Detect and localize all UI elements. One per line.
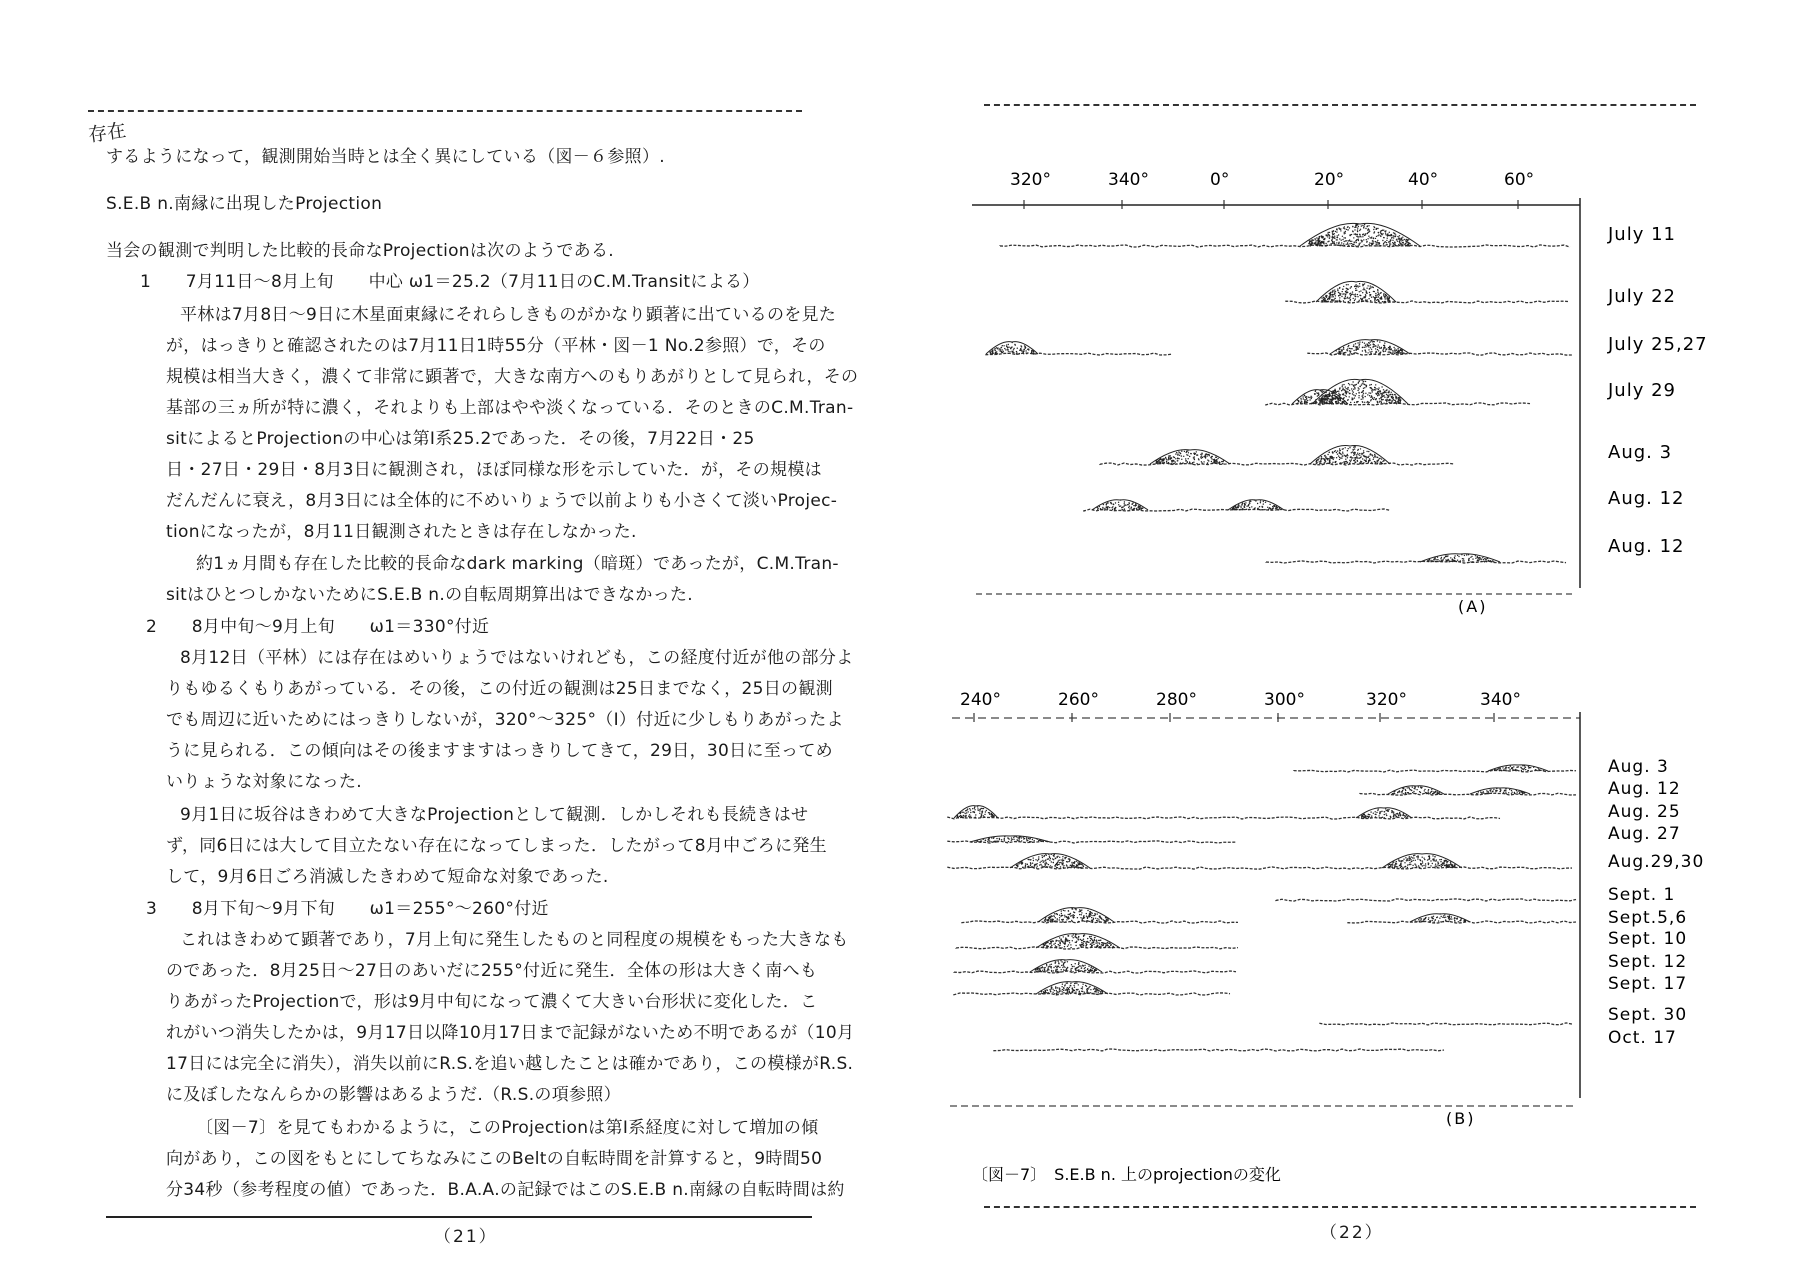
page-number-right: （22）	[1320, 1223, 1384, 1243]
right-page	[900, 0, 1800, 1272]
chart-a-axis-label: 340°	[1108, 170, 1149, 190]
chart-a-row-label: July 29	[1608, 380, 1676, 401]
chart-b-trace	[1320, 1023, 1572, 1025]
chart-b-trace	[954, 960, 1236, 974]
bottom-rule	[106, 1216, 812, 1218]
text-line: 17日には完全に消失），消失以前にR.S.を追い越したことは確かであり，この模様がR.S.	[166, 1054, 854, 1074]
text-line: 当会の観測で判明した比較的長命なProjectionは次のようである.	[106, 241, 614, 261]
chart-b-trace	[954, 982, 1230, 995]
chart-a-trace	[1000, 223, 1570, 247]
chart-b-row-label: Aug. 25	[1608, 802, 1681, 822]
text-line: 9月1日に坂谷はきわめて大きなProjectionとして観測．しかしそれも長続きはせ	[180, 805, 809, 825]
chart-b-row-label: Sept. 30	[1608, 1005, 1688, 1025]
chart-a-trace	[1266, 379, 1530, 405]
chart-a-trace	[1286, 281, 1568, 303]
text-line: 日・27日・29日・8月3日に観測され，ほぼ同様な形を示していた．が，その規模は	[166, 460, 822, 480]
chart-a-trace	[986, 342, 1172, 355]
text-line: に及ぼしたなんらかの影響はあるようだ.（R.S.の項参照）	[166, 1085, 621, 1105]
chart-b-trace	[994, 1049, 1444, 1051]
chart-a-trace	[1100, 445, 1454, 465]
chart-b-trace	[1294, 765, 1576, 772]
text-line: りもゆるくもりあがっている．その後，この付近の観測は25日までなく，25日の観測	[166, 679, 833, 699]
chart-b-row-label: Sept. 1	[1608, 885, 1676, 905]
top-rule	[88, 110, 802, 112]
text-line: して，9月6日ごろ消滅したきわめて短命な対象であった.	[166, 867, 609, 887]
text-line: sitによるとProjectionの中心は第Ⅰ系25.2であった．その後，7月22日・25	[166, 429, 755, 449]
chart-b-row-label: Sept. 17	[1608, 974, 1688, 994]
text-line: 3 8月下旬～9月下旬 ω1＝255°～260°付近	[146, 899, 549, 919]
chart-a-axis-label: 60°	[1504, 170, 1535, 190]
text-line: いりょうな対象になった.	[166, 772, 363, 792]
text-line: tionになったが，8月11日観測されたときは存在しなかった.	[166, 522, 637, 542]
text-line: 1 7月11日～8月上旬 中心 ω1＝25.2（7月11日のC.M.Transitによる）	[140, 272, 760, 292]
chart-a-row-label: July 11	[1608, 224, 1676, 245]
chart-b-axis-label: 340°	[1480, 690, 1521, 710]
chart-a-axis-label: 40°	[1408, 170, 1439, 190]
text-line: 向があり，この図をもとにしてちなみにこのBeltの自転時間を計算すると，9時間50	[166, 1149, 823, 1169]
chart-b-trace	[956, 934, 1238, 949]
chart-b-trace	[1276, 899, 1576, 901]
chart-b-trace	[962, 908, 1238, 923]
text-line: 基部の三ヵ所が特に濃く，それよりも上部はやや淡くなっている．そのときのC.M.Tran-	[166, 398, 854, 418]
chart-a	[972, 170, 1708, 616]
chart-b-trace	[1348, 913, 1576, 923]
chart-b-trace	[948, 836, 1236, 843]
chart-b-row-label: Oct. 17	[1608, 1028, 1677, 1048]
text-line: うに見られる．この傾向はその後ますますはっきりしてきて，29日，30日に至ってめ	[166, 741, 833, 761]
text-line: れがいつ消失したかは，9月17日以降10月17日まで記録がないため不明であるが（10月	[166, 1023, 855, 1043]
text-line: 2 8月中旬～9月上旬 ω1＝330°付近	[146, 617, 490, 637]
page-number-left: （21）	[434, 1227, 498, 1247]
chart-b-axis-label: 320°	[1366, 690, 1407, 710]
chart-a-trace	[1084, 499, 1390, 511]
chart-a-row-label: July 22	[1608, 286, 1676, 307]
text-line: 分34秒（参考程度の値）であった．B.A.A.の記録ではこのS.E.B n.南縁の自転時間は約	[166, 1180, 845, 1200]
chart-b-axis-label: 260°	[1058, 690, 1099, 710]
chart-b-trace	[948, 806, 1500, 819]
chart-a-trace	[1308, 340, 1572, 355]
chart-b-trace	[948, 854, 1572, 869]
text-line: sitはひとつしかないためにS.E.B n.の自転周期算出はできなかった.	[166, 585, 693, 605]
chart-b	[948, 690, 1704, 1128]
handwritten-note: 存在	[86, 119, 128, 147]
chart-a-trace	[1266, 554, 1566, 563]
text-line: 8月12日（平林）には存在はめいりょうではないけれども，この経度付近が他の部分よ	[180, 648, 854, 668]
chart-b-caption: (B)	[1446, 1109, 1476, 1128]
chart-b-axis-label: 280°	[1156, 690, 1197, 710]
chart-a-row-label: Aug. 3	[1608, 442, 1673, 463]
chart-a-axis-label: 320°	[1010, 170, 1051, 190]
text-line: が，はっきりと確認されたのは7月11日1時55分（平林・図－1 No.2参照）で，その	[166, 336, 826, 356]
chart-a-caption: (A)	[1458, 597, 1488, 616]
figure-7	[900, 0, 1800, 1272]
text-line: でも周辺に近いためにはっきりしないが，320°～325°（Ⅰ）付近に少しもりあがったよ	[166, 710, 844, 730]
chart-b-row-label: Aug. 27	[1608, 824, 1681, 844]
text-line: 平林は7月8日～9日に木星面東縁にそれらしきものがかなり顕著に出ているのを見た	[180, 305, 837, 325]
chart-a-row-label: Aug. 12	[1608, 488, 1685, 509]
text-line: これはきわめて顕著であり，7月上旬に発生したものと同程度の規模をもった大きなも	[180, 930, 849, 950]
chart-b-row-label: Aug. 12	[1608, 779, 1681, 799]
chart-b-axis-label: 240°	[960, 690, 1001, 710]
text-line: 約1ヵ月間も存在した比較的長命なdark marking（暗斑）であったが，C.M.Tran-	[196, 554, 839, 574]
chart-b-trace	[1360, 786, 1576, 795]
text-line: S.E.B n.南縁に出現したProjection	[106, 194, 383, 214]
chart-a-row-label: July 25,27	[1608, 334, 1708, 355]
text-line: 〔図－7〕を見てもわかるように，このProjectionは第Ⅰ系経度に対して増加の傾	[196, 1118, 819, 1138]
text-line: りあがったProjectionで，形は9月中旬になって濃くて大きい台形状に変化した．こ	[166, 992, 818, 1012]
chart-a-axis-label: 20°	[1314, 170, 1345, 190]
chart-a-row-label: Aug. 12	[1608, 536, 1685, 557]
text-line: だんだんに衰え，8月3日には全体的に不めいりょうで以前よりも小さくて淡いProjec-	[166, 491, 838, 511]
text-line: 規模は相当大きく，濃くて非常に顕著で，大きな南方へのもりあがりとして見られ，その	[166, 367, 859, 387]
chart-b-axis-label: 300°	[1264, 690, 1305, 710]
figure-caption: 〔図－7〕 S.E.B n. 上のprojectionの変化	[972, 1165, 1281, 1184]
chart-b-row-label: Aug. 3	[1608, 757, 1669, 777]
chart-b-row-label: Aug.29,30	[1608, 852, 1705, 872]
text-line: するようになって，観測開始当時とは全く異にしている（図－６参照）.	[106, 147, 665, 167]
chart-b-row-label: Sept.5,6	[1608, 908, 1688, 928]
chart-b-row-label: Sept. 12	[1608, 952, 1688, 972]
text-line: のであった．8月25日～27日のあいだに255°付近に発生．全体の形は大きく南へも	[166, 961, 818, 981]
text-line: ず，同6日には大して目立たない存在になってしまった．したがって8月中ごろに発生	[166, 836, 827, 856]
chart-a-axis-label: 0°	[1210, 170, 1230, 190]
chart-b-row-label: Sept. 10	[1608, 929, 1688, 949]
bottom-rule	[984, 1206, 1696, 1208]
